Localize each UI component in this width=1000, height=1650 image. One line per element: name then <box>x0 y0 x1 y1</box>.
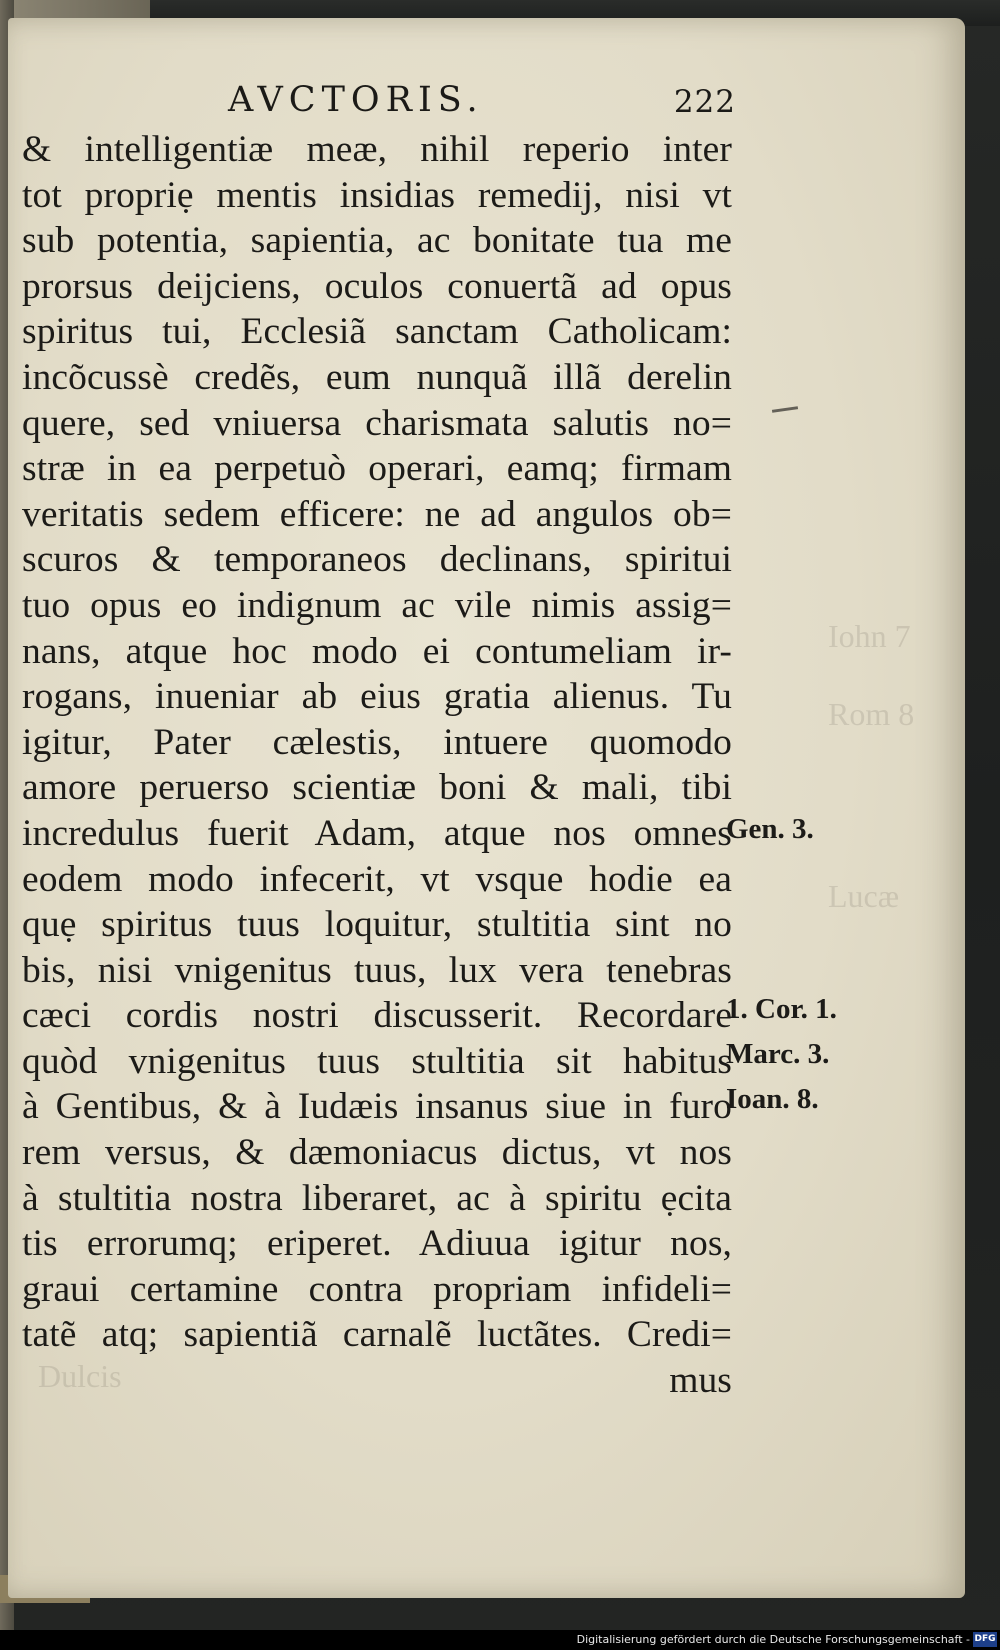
text-line: & intelligentiæ meæ, nihil reperio inter <box>22 129 732 170</box>
text-line: à Gentibus, & à Iudæis insanus siue in furo <box>22 1086 732 1128</box>
text-line: quòd vnigenitus tuus stultitia sit habitus <box>22 1040 732 1082</box>
funding-credit: Digitalisierung gefördert durch die Deutsche Forschungsgemeinschaft - <box>576 1633 970 1646</box>
text-line: amore peruerso scientiæ boni & mali, tibi <box>22 767 732 809</box>
text-line: nans, atque hoc modo ei contumeliam ir- <box>22 630 732 672</box>
running-head: AVCTORIS. <box>228 80 484 120</box>
show-through: Iohn 7 <box>828 618 911 654</box>
text-line: quẹ spiritus tuus loquitur, stultitia sint no <box>22 904 732 946</box>
text-line: eodem modo infecerit, vt vsque hodie ea <box>22 858 732 900</box>
page-number: 222 <box>673 84 736 120</box>
text-line: graui certamine contra propriam infideli= <box>22 1268 732 1310</box>
text-line: stræ in ea perpetuò operari, eamq; firmam <box>22 448 732 490</box>
margin-note-john: Ioan. 8. <box>726 1083 819 1115</box>
dfg-logo: DFG <box>973 1632 997 1647</box>
text-line: rem versus, & dæmoniacus dictus, vt nos <box>22 1132 732 1174</box>
margin-note-genesis: Gen. 3. <box>726 813 814 845</box>
body-text <box>22 127 732 1404</box>
show-through: Lucæ <box>828 878 900 914</box>
text-line: scuros & temporaneos declinans, spiritui <box>22 539 732 581</box>
text-line: igitur, Pater cælestis, intuere quomodo <box>22 721 732 763</box>
book-page <box>8 18 965 1598</box>
text-line: veritatis sedem efficere: ne ad angulos ob= <box>22 493 732 535</box>
show-through: Dulcis <box>38 1358 122 1394</box>
text-line: quere, sed vniuersa charismata salutis no= <box>22 402 732 444</box>
margin-note-corinthians: 1. Cor. 1. <box>726 993 837 1025</box>
text-line: incõcussè credẽs, eum nunquã illã derelin <box>22 356 732 398</box>
text-line: prorsus deijciens, oculos conuertã ad opus <box>22 265 732 307</box>
text-line: cæci cordis nostri discusserit. Recordare <box>22 995 732 1037</box>
text-line: tuo opus eo indignum ac vile nimis assig= <box>22 584 732 626</box>
text-line: spiritus tui, Ecclesiã sanctam Catholicam: <box>22 311 732 353</box>
text-line: à stultitia nostra liberaret, ac à spiritu ẹcita <box>22 1177 732 1219</box>
catchword: mus <box>669 1360 732 1402</box>
ink-mark <box>772 406 798 413</box>
text-line: sub potentia, sapientia, ac bonitate tua me <box>22 220 732 262</box>
neighbor-page-edge <box>0 0 150 18</box>
text-line: tis errorumq; eriperet. Adiuua igitur nos, <box>22 1223 732 1265</box>
show-through: Rom 8 <box>828 696 915 732</box>
text-line: tot propriẹ mentis insidias remedij, nisi vt <box>22 174 732 216</box>
text-line: bis, nisi vnigenitus tuus, lux vera tenebras <box>22 949 732 991</box>
text-line: rogans, inueniar ab eius gratia alienus. Tu <box>22 676 732 718</box>
margin-note-mark: Marc. 3. <box>726 1038 830 1070</box>
text-line: incredulus fuerit Adam, atque nos omnes <box>22 812 732 854</box>
text-line: tatẽ atq; sapientiã carnalẽ luctãtes. Credi= <box>22 1314 732 1356</box>
